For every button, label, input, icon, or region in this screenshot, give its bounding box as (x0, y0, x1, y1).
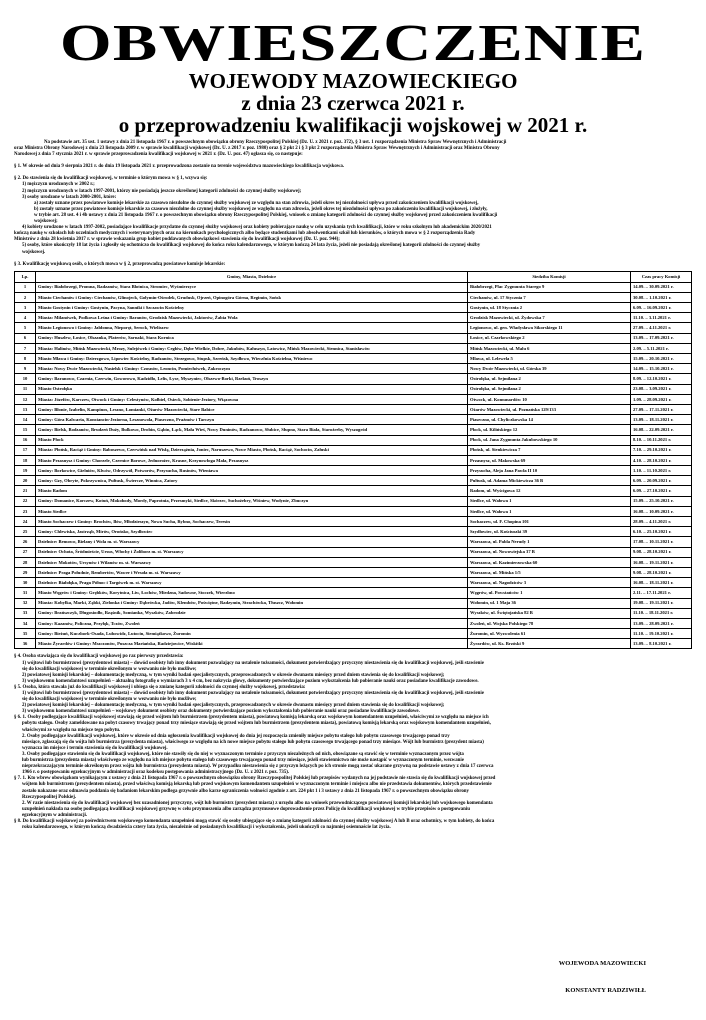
section-2-line: 3) osoby urodzone w latach 2000-2001, które: (22, 194, 117, 200)
section-6-line: miesiące, zgłaszają się do wójta lub burmistrza (prezydenta miasta), właściwego ze względu na ich nowe miejsce pobytu stałego lub pobytu czasowego trwającego ponad trzy miesiące. Wójt lub burmistrz (prezydent miasta) (22, 739, 484, 745)
cell-period: 23.08. – 3.09.2021 r. (631, 384, 692, 394)
cell-seat: Wołomin, ul. 1 Maja 36 (468, 598, 631, 608)
cell-period: 16.08. – 19.11.2021 r. (631, 557, 692, 567)
section-1: § 1. W okresie od dnia 9 sierpnia 2021 r. do dnia 19 listopada 2021 r. przeprowadzona zostanie na terenie województwa mazowieckiego kwalifikacja wojskowa. (14, 164, 344, 170)
cell-communes: Miasta: Nowy Dwór Mazowiecki, Nasielsk i Gminy: Czosnów, Leoncin, Pomiechówek, Zakroczym (36, 364, 468, 374)
cell-lp: 1 (15, 282, 36, 292)
col-header-communes: Gminy, Miasta, Dzielnice (36, 271, 468, 282)
cell-lp: 5 (15, 323, 36, 333)
cell-lp: 17 (15, 445, 36, 455)
col-header-period: Czas pracy Komisji (631, 271, 692, 282)
cell-seat: Zwoleń, ul. Wojska Polskiego 78 (468, 618, 631, 628)
cell-period: 14.09. – 15.10.2021 r. (631, 364, 692, 374)
cell-seat: Piaseczno, ul. Chyliczkowska 14 (468, 415, 631, 425)
cell-communes: Gminy: Gzy, Obryte, Pokrzywnica, Pułtusk, Świercze, Winnica, Zatory (36, 476, 468, 486)
table-row (15, 547, 692, 557)
cell-seat: Radom, ul. Wyścigowa 12 (468, 486, 631, 496)
intro-line: Na podstawie art. 35 ust. 1 ustawy z dnia 21 listopada 1967 r. o powszechnym obowiązku obrony Rzeczypospolitej Polskiej (Dz. U. z 2021 r. poz. 372), § 3 ust. 1 rozporządzenia Ministra Spraw Wewnętrznych i Administracji (44, 140, 507, 145)
section-5-line: 1) wójtowi lub burmistrzowi (prezydentowi miasta) – dowód osobisty lub inny dokument pozwalający na ustalenie tożsamości, dokument potwierdzający przyczyny niestawienia się do kwalifikacji wojskowej, jeśli stawienie (22, 691, 484, 696)
cell-communes: Miasto Sochaczew i Gminy: Brochów, Iłów, Młodzieszyn, Nowa Sucha, Rybno, Sochaczew, Teresin (36, 517, 468, 527)
cell-lp: 19 (15, 466, 36, 476)
cell-period: 2.09. – 5.11.2021 r. (631, 343, 692, 353)
cell-lp: 22 (15, 496, 36, 506)
cell-communes: Gminy: Bielsk, Bodzanów, Brudzeń Duży, Bulkowo, Drobin, Gąbin, Łąck, Mała Wieś, Nowy Duninów, Radzanowo, Słubice, Słupno, Stara Biała, Staroźreby, Wyszogród (36, 425, 468, 435)
cell-lp: 2 (15, 292, 36, 302)
table-row (15, 618, 692, 628)
section-7-line: uzupełnień nakłada na osobę podlegającą kwalifikacji wojskowej grzywnę w celu przymuszenia albo zarządza przymusowe doprowadzenie przez Policję do kwalifikacji wojskowej w trybie przepisów o postępowaniu (22, 806, 470, 812)
section-5-line: 3) wojskowemu komendantowi uzupełnień – wojskowy dokument osobisty oraz dokumenty potwierdzające poziom wykształcenia lub pobieranie nauki oraz posiadane kwalifikacje zawodowe. (22, 709, 420, 715)
cell-lp: 16 (15, 435, 36, 445)
cell-communes: Miasta: Halinów, Mińsk Mazowiecki, Mrozy, Sulejówek i Gminy: Cegłów, Dębe Wielkie, Dobre, Jakubów, Kałuszyn, Latowicz, Mińsk Mazowiecki, Siennica, Stanisławów (36, 343, 468, 353)
cell-lp: 33 (15, 608, 36, 618)
cell-seat: Płock, ul. Jana Zygmunta Jakubowskiego 10 (468, 435, 631, 445)
cell-seat: Łosice, ul. Czarkowskiego 2 (468, 333, 631, 343)
section-4 (14, 654, 692, 684)
section-2-line: § 2. Do stawienia się do kwalifikacji wojskowej, w terminie o którym mowa w § 1, wzywa się: (14, 176, 208, 182)
cell-period: 6.09. – 20.09.2021 r. (631, 476, 692, 486)
cell-lp: 12 (15, 394, 36, 404)
table-row (15, 476, 692, 486)
cell-communes: Gminy: Baranowo, Czarnia, Czerwin, Goworowo, Kadzidło, Lelis, Łyse, Myszyniec, Olszewo-Borki, Rzekuń, Troszyn (36, 374, 468, 384)
section-2-line: 5) osoby, które ukończyły 18 lat życia i zgłosiły się ochotniczo do kwalifikacji wojskowej do końca roku kalendarzowego, w którym kończą 24 lata życia, jeżeli nie posiadają określonej kategorii zdolności do czynnej służby (22, 243, 481, 249)
cell-seat: Warszawa, ul. Nagodziców 3 (468, 578, 631, 588)
cell-communes: Dzielnice: Praga Południe, Rembertów, Wawer i Wesoła m. st. Warszawy (36, 567, 468, 577)
table-row (15, 567, 692, 577)
cell-seat: Warszawa, ul. Nowowiejska 37 B (468, 547, 631, 557)
section-4-line: 3) wojskowemu komendantowi uzupełnień – aktualną fotografię o wymiarach 3 x 4 cm, bez nakrycia głowy, dokumenty potwierdzające poziom wykształcenia lub pobieranie nauki oraz posiadane kwalifikacje zawodowe. (22, 678, 479, 684)
section-3: § 3. Kwalifikację wojskową osób, o których mowa w § 2, przeprowadzą powiatowe komisje lekarskie: (14, 261, 226, 267)
document-subject: o przeprowadzeniu kwalifikacji wojskowej w 2021 r. (118, 113, 588, 137)
document-date: z dnia 23 czerwca 2021 r. (241, 91, 465, 115)
table-row (15, 608, 692, 618)
intro-paragraph (14, 140, 692, 158)
table-row (15, 598, 692, 608)
table-row (15, 578, 692, 588)
cell-period: 13.09. – 17.09.2021 r. (631, 333, 692, 343)
cell-seat: Warszawa, ul. Kazimierzowska 60 (468, 557, 631, 567)
cell-communes: Gminy: Kazanów, Policzna, Przyłęk, Tczów, Zwoleń (36, 618, 468, 628)
section-7-line: zostało nakazane oraz odmawia poddania się badaniom lekarskim podlega grzywnie albo karze ograniczenia wolności zgodnie z art. 224 pkt 1 i 3 ustawy z dnia 21 listopada 1967 r. o powszechnym obowiązku obrony (22, 788, 469, 794)
table-row (15, 435, 692, 445)
signature-name: KONSTANTY RADZIWIŁŁ (565, 987, 646, 994)
cell-period: 6.10. – 25.10.2021 r. (631, 527, 692, 537)
section-2-line: 4) kobiety urodzone w latach 1997-2002, posiadające kwalifikacje przydatne do czynnej służby wojskowej oraz kobiety pobierające naukę w celu uzyskania tych kwalifikacji, które w roku szkolnym lub akademickim 2020/2021 (22, 225, 492, 231)
table-row (15, 445, 692, 455)
cell-communes: Gminy: Błonie, Izabelin, Kampinos, Leszno, Łomianki, Ożarów Mazowiecki, Stare Babice (36, 404, 468, 414)
section-6-line: 1966 r. o postępowaniu egzekucyjnym w administracji oraz kodeksu postępowania administracyjnego (Dz. U. z 2021 r. poz. 735). (22, 770, 290, 776)
intro-line: Narodowej z dnia 7 stycznia 2021 r. w sprawie przeprowadzenia kwalifikacji wojskowej w 2021 r. (Dz. U. poz. 47) ogłasza się, co następuje: (14, 152, 303, 158)
cell-seat: Pułtusk, ul. Adama Mickiewicza 36 B (468, 476, 631, 486)
cell-communes: Dzielnice: Białołęka, Praga Północ i Targówek m. st. Warszawy (36, 578, 468, 588)
table-row (15, 313, 692, 323)
cell-lp: 4 (15, 313, 36, 323)
cell-period: 9.08. – 28.10.2021 r. (631, 567, 692, 577)
cell-period: 7.10. – 29.10.2021 r. (631, 445, 692, 455)
cell-lp: 32 (15, 598, 36, 608)
cell-communes: Miasta: Kobyłka, Marki, Ząbki, Zielonka i Gminy: Dąbrówka, Jadów, Klembów, Poświętne, Radzymin, Strachówka, Tłuszcz, Wołomin (36, 598, 468, 608)
cell-period: 1.09. – 28.09.2021 r. (631, 394, 692, 404)
table-row (15, 557, 692, 567)
table-row (15, 364, 692, 374)
cell-seat: Białobrzegi, Plac Zygmunta Starego 9 (468, 282, 631, 292)
table-row (15, 323, 692, 333)
table-row (15, 404, 692, 414)
section-5-line: 2) powiatowej komisji lekarskiej – dokumentację medyczną, w tym wyniki badań specjalistycznych, przeprowadzonych w okresie dwunastu miesięcy przed dniem stawienia się do kwalifikacji wojskowej; (22, 703, 445, 709)
cell-communes: Gminy: Góra Kalwaria, Konstancin-Jeziorna, Lesznowola, Piaseczno, Prażmów i Tarczyn (36, 415, 468, 425)
section-7-line: § 7. 1. Kto wbrew obowiązkom wynikającym z ustawy z dnia 21 listopada 1967 r. o powszechnym obowiązku obrony Rzeczypospolitej Polskiej lub przepisów wydanych na jej podstawie nie stawia się do kwalifikacji wojskowej przed (14, 776, 496, 782)
cell-lp: 36 (15, 639, 36, 649)
table-row (15, 639, 692, 649)
cell-period: 11.10. – 18.11.2021 r. (631, 608, 692, 618)
table-row (15, 506, 692, 516)
signature-title: WOJEWODA MAZOWIECKI (558, 960, 646, 967)
cell-period: 19.08. – 19.11.2021 r. (631, 598, 692, 608)
section-6-line: lub burmistrza (prezydenta miasta) właściwego ze względu na ich miejsce pobytu stałego lub czasowego trwającego ponad trzy miesiące, jeżeli stawiennictwo nie może nastąpić w wyznaczonym terminie, wezwanie (22, 758, 464, 764)
table-row (15, 629, 692, 639)
cell-period: 11.10. – 3.11.2021 r. (631, 313, 692, 323)
cell-communes: Miasto Gostynin i Gminy: Gostynin, Pacyna, Sanniki i Szczawin Kościelny (36, 303, 468, 313)
table-row (15, 537, 692, 547)
cell-communes: Gminy: Borkowice, Gielniów, Klwów, Odrzywół, Potworów, Przysucha, Rusinów, Wieniawa (36, 466, 468, 476)
cell-lp: 11 (15, 384, 36, 394)
cell-communes: Gminy: Brańszczyk, Długosiodło, Rząśnik, Somianka, Wyszków, Zabrodzie (36, 608, 468, 618)
section-2-line: 1) mężczyzn urodzonych w 2002 r.; (22, 182, 95, 188)
table-row (15, 425, 692, 435)
section-7-line: 2. W razie niestawienia się do kwalifikacji wojskowej bez uzasadnionej przyczyny, wójt lub burmistrz (prezydent miasta) z urzędu albo na wniosek przewodniczącego powiatowej komisji lekarskiej lub wojskowego komendanta (22, 800, 493, 806)
table-row (15, 486, 692, 496)
cell-period: 28.09. – 4.11.2021 r. (631, 517, 692, 527)
cell-lp: 30 (15, 578, 36, 588)
cell-lp: 35 (15, 629, 36, 639)
section-4-line: § 4. Osoba stawiająca się do kwalifikacji wojskowej po raz pierwszy przedstawia: (14, 654, 184, 660)
cell-communes: Gminy: Huszlew, Łosice, Olszanka, Platerów, Sarnaki, Stara Kornica (36, 333, 468, 343)
cell-lp: 13 (15, 404, 36, 414)
table-row (15, 394, 692, 404)
section-2-line: b) zostały uznane przez powiatowe komisje lekarskie za czasowo niezdolne do czynnej służby wojskowej ze względu na stan zdrowia, jeżeli okres tej niezdolności upływa po zakończeniu kwalifikacji wojskowej, i złożyły, (34, 206, 488, 212)
section-2-line: wojskowej; (34, 219, 58, 225)
table-row (15, 374, 692, 384)
cell-seat: Siedlce, ul. Wałowa 1 (468, 496, 631, 506)
cell-lp: 28 (15, 557, 36, 567)
cell-lp: 8 (15, 354, 36, 364)
section-8 (14, 819, 692, 831)
table-row (15, 292, 692, 302)
cell-period: 6.09. – 16.09.2021 r. (631, 303, 692, 313)
cell-period: 14.09. – 30.09.2021 r. (631, 282, 692, 292)
section-2-line: wojskowej. (22, 249, 46, 255)
cell-communes: Miasto Mława i Gminy: Dzierzgowo, Lipowiec Kościelny, Radzanów, Strzegowo, Stupsk, Szreńsk, Szydłowo, Wieczfnia Kościelna, Wiśniewo (36, 354, 468, 364)
cell-period: 30.08. – 1.10.2021 r. (631, 292, 692, 302)
cell-period: 15.09. – 25.10.2021 r. (631, 496, 692, 506)
cell-communes: Miasto Przasnysz i Gminy: Chorzele, Czernice Borowe, Jednorożec, Krasne, Krzynowłoga Mała, Przasnysz (36, 455, 468, 465)
cell-communes: Miasto Ostrołęka (36, 384, 468, 394)
section-6-line: nieprzekraczającym terminie określonym przez wójta lub burmistrza (prezydenta miasta). W przypadku niestawienia się z przyczyn leżących po ich stronie mogą zostać ukarane grzywną na podstawie ustawy z dnia 17 czerwca (22, 764, 494, 770)
cell-seat: Mława, ul. Lelewela 5 (468, 354, 631, 364)
cell-lp: 14 (15, 415, 36, 425)
cell-period: 6.09. – 27.10.2021 r. (631, 486, 692, 496)
cell-seat: Płońsk, ul. Sienkiewicza 7 (468, 445, 631, 455)
cell-communes: Miasta: Milanówek, Podkowa Leśna i Gminy: Baranów, Grodzisk Mazowiecki, Jaktorów, Żabia Wola (36, 313, 468, 323)
cell-lp: 3 (15, 303, 36, 313)
cell-communes: Miasto Legionowo i Gminy: Jabłonna, Nieporęt, Serock, Wieliszew (36, 323, 468, 333)
section-2-line: a) zostały uznane przez powiatowe komisje lekarskie za czasowo niezdolne do czynnej służby wojskowej ze względu na stan zdrowia, jeżeli okres tej niezdolności upływa przed zakończeniem kwalifikacji wojskowej, (34, 200, 479, 206)
section-4-line: się do kwalifikacji wojskowej w terminie określonym w wezwaniu nie było możliwe; (22, 666, 197, 672)
cell-lp: 29 (15, 567, 36, 577)
cell-seat: Warszawa, ul. Pabla Nerudy 1 (468, 537, 631, 547)
cell-seat: Legionowo, ul. gen. Władysława Sikorskiego 11 (468, 323, 631, 333)
cell-period: 27.09. – 4.11.2021 r. (631, 323, 692, 333)
section-6-line: wyznacza im miejsce i termin stawienia się do kwalifikacji wojskowej. (22, 745, 168, 751)
table-row (15, 333, 692, 343)
intro-line: oraz Ministra Obrony Narodowej z dnia 23 listopada 2009 r. w sprawie kwalifikacji wojskowej (Dz. U. z 2017 r. poz. 1980) oraz § 2 pkt 2 i § 3 pkt 2 rozporządzenia Ministra Spraw Wewnętrznych i Administracji oraz Ministra Obrony (14, 146, 500, 152)
cell-seat: Sochaczew, ul. F. Chopina 101 (468, 517, 631, 527)
cell-communes: Miasto Ciechanów i Gminy: Ciechanów, Glinojeck, Gołymin-Ośrodek, Grudusk, Ojrzeń, Opinogóra Górna, Regimin, Sońsk (36, 292, 468, 302)
cell-communes: Miasto Żyrardów i Gminy: Mszczonów, Puszcza Mariańska, Radziejowice, Wiskitki (36, 639, 468, 649)
cell-communes: Gminy: Bieżuń, Kuczbork-Osada, Lubowidz, Lutocin, Siemiątkowo, Żuromin (36, 629, 468, 639)
cell-period: 27.09. – 17.11.2021 r. (631, 404, 692, 414)
table-row (15, 343, 692, 353)
section-5-line: § 5. Osoba, która stawała już do kwalifikacji wojskowej i ubiega się o zmianę kategorii zdolności do czynnej służby wojskowej, przedstawia: (14, 684, 306, 690)
cell-seat: Ciechanów, ul. 17 Stycznia 7 (468, 292, 631, 302)
cell-period: 1.10. – 11.10.2021 r. (631, 466, 692, 476)
cell-period: 15.09. – 20.10.2021 r. (631, 354, 692, 364)
cell-seat: Węgrów, ul. Powstańców 1 (468, 588, 631, 598)
section-7-line: egzekucyjnym w administracji. (22, 812, 88, 818)
table-row (15, 466, 692, 476)
cell-period: 17.08. – 10.11.2021 r. (631, 537, 692, 547)
cell-lp: 9 (15, 364, 36, 374)
table-header-row (15, 271, 692, 282)
cell-seat: Płock, ul. Kilińskiego 12 (468, 425, 631, 435)
cell-period: 16.08. – 18.11.2021 r. (631, 578, 692, 588)
cell-period: 13.09. – 28.09.2021 r. (631, 618, 692, 628)
cell-period: 16.08. – 22.09.2021 r. (631, 425, 692, 435)
cell-period: 8.09. – 12.10.2021 r. (631, 374, 692, 384)
cell-communes: Gminy: Białobrzegi, Promna, Radzanów, Stara Błotnica, Stromiec, Wyśmierzyce (36, 282, 468, 292)
cell-seat: Przysucha, Aleja Jana Pawła II 10 (468, 466, 631, 476)
table-row (15, 354, 692, 364)
cell-communes: Miasta: Józefów, Karczew, Otwock i Gminy: Celestynów, Kołbiel, Osieck, Sobienie-Jeziory, Wiązowna (36, 394, 468, 404)
cell-period: 2.11. – 17.11.2021 r. (631, 588, 692, 598)
cell-seat: Wyszków, ul. Świętojańska 82 B (468, 608, 631, 618)
cell-period: 11.10. – 19.10.2021 r. (631, 629, 692, 639)
cell-lp: 24 (15, 517, 36, 527)
cell-lp: 10 (15, 374, 36, 384)
cell-communes: Gminy: Domanice, Korczew, Kotuń, Mokobody, Mordy, Paprotnia, Przesmyki, Siedlce, Skórzec, Suchożebry, Wiśniew, Wodynie, Zbuczyn (36, 496, 468, 506)
section-2 (14, 176, 692, 255)
cell-lp: 7 (15, 343, 36, 353)
section-5-line: się do kwalifikacji wojskowej w terminie określonym w wezwaniu nie było możliwe; (22, 697, 197, 703)
announcement-page (0, 15, 706, 1020)
cell-communes: Miasto Płock (36, 435, 468, 445)
cell-seat: Siedlce, ul. Wałowa 1 (468, 506, 631, 516)
table-row (15, 455, 692, 465)
cell-lp: 18 (15, 455, 36, 465)
col-header-seat: Siedziba Komisji (468, 271, 631, 282)
section-7-line: Rzeczypospolitej Polskiej. (22, 794, 77, 800)
cell-seat: Otwock, ul. Komunardów 10 (468, 394, 631, 404)
table-row (15, 384, 692, 394)
cell-seat: Żyrardów, ul. Ks. Brzóski 9 (468, 639, 631, 649)
cell-lp: 6 (15, 333, 36, 343)
table-row (15, 517, 692, 527)
section-7 (14, 776, 692, 819)
section-6 (14, 715, 692, 776)
section-2-line: Ministrów z dnia 28 kwietnia 2017 r. w sprawie wskazania grup kobiet poddawanych obowiązkowi stawienia się do kwalifikacji wojskowej (Dz. U. poz. 944); (14, 237, 340, 243)
cell-seat: Przasnysz, ul. Makowska 69 (468, 455, 631, 465)
section-6-line: właściwymi ze względu na miejsce tego pobytu. (22, 727, 121, 733)
cell-period: 13.09. – 8.10.2021 r. (631, 639, 692, 649)
cell-period: 9.08. – 28.10.2021 r. (631, 547, 692, 557)
cell-lp: 23 (15, 506, 36, 516)
section-8-line: § 8. Do kwalifikacji wojskowej za pośrednictwem wojskowego komendanta uzupełnień mogą stawić się osoby ubiegające się o zmianę kategorii zdolności do czynnej służby wojskowej A lub B oraz ochotnicy, w tym kobiety, do końca (14, 818, 495, 824)
col-header-lp: Lp. (15, 271, 36, 282)
cell-period: 16.08. – 10.09.2021 r. (631, 506, 692, 516)
cell-period: 4.10. – 28.10.2021 r. (631, 455, 692, 465)
cell-communes: Miasto Siedlce (36, 506, 468, 516)
cell-lp: 26 (15, 537, 36, 547)
cell-communes: Gminy: Chlewiska, Jastrząb, Mirów, Orońsko, Szydłowiec (36, 527, 468, 537)
section-5 (14, 685, 692, 715)
section-6-line: 3. Osoby podlegające stawieniu się do kwalifikacji wojskowej, które nie stawiły się do niej w wyznaczonym terminie z przyczyn niezależnych od nich, obowiązane są stawić się w terminie wyznaczonym przez wójta (22, 751, 464, 757)
section-6-line: pobytu stałego. Osoby zameldowane na pobyt czasowy trwający ponad trzy miesiące stawiają się przed wójtem lub burmistrzem (prezydentem miasta), powiatową komisją lekarską oraz wojskowym komendantem uzupełnień, (22, 721, 491, 727)
cell-period: 13.09. – 18.11.2021 r. (631, 415, 692, 425)
document-subtitle: WOJEWODY MAZOWIECKIEGO (188, 69, 518, 93)
cell-communes: Dzielnice: Ochota, Śródmieście, Ursus, Włochy i Żoliborz m. st. Warszawy (36, 547, 468, 557)
cell-seat: Ostrołęka, ul. Sejmilana 2 (468, 384, 631, 394)
cell-seat: Warszawa, ul. Mińska 1/5 (468, 567, 631, 577)
cell-lp: 20 (15, 476, 36, 486)
cell-seat: Gostynin, ul. 18 Stycznia 2 (468, 303, 631, 313)
cell-seat: Mińsk Mazowiecki, ul. Malu 6 (468, 343, 631, 353)
cell-lp: 21 (15, 486, 36, 496)
section-7-line: wójtem lub burmistrzem (prezydentem miasta), przed właściwą komisją lekarską lub przed wojskowym komendantem uzupełnień w wyznaczonym terminie i miejscu albo nie przedstawia dokumentów, których przedstawienie (22, 782, 492, 788)
cell-seat: Szydłowiec, ul. Kościuszki 39 (468, 527, 631, 537)
cell-lp: 31 (15, 588, 36, 598)
section-6-line: 2. Osoby podlegające kwalifikacji wojskowej, które w okresie od dnia ogłoszenia kwalifikacji wojskowej do dnia jej rozpoczęcia zmieniły miejsce pobytu stałego lub pobytu czasowego trwającego ponad trzy (22, 733, 450, 739)
cell-seat: Żuromin, ul. Wyzwolenia 61 (468, 629, 631, 639)
cell-communes: Miasto Węgrów i Gminy: Grębków, Korytnica, Liw, Łochów, Miedzna, Sadowne, Stoczek, Wierzbno (36, 588, 468, 598)
section-2-line: w trybie art. 28 ust. 4 i 4b ustawy z dnia 21 listopada 1967 r. o powszechnym obowiązku obrony Rzeczypospolitej Polskiej, wniosek o zmianę kategorii zdolności do czynnej służby wojskowej przed zakończeniem kwalifikacji (34, 212, 498, 218)
table-row (15, 415, 692, 425)
cell-communes: Miasta: Płońsk, Raciąż i Gminy: Baboszewo, Czerwińsk nad Wisłą, Dzierzążnia, Joniec, Naruszewo, Nowe Miasto, Płońsk, Raciąż, Sochocin, Załuski (36, 445, 468, 455)
section-6-line: § 6. 1. Osoby podlegające kwalifikacji wojskowej stawiają się przed wójtem lub burmistrzem (prezydentem miasta), powiatową komisją lekarską oraz wojskowym komendantem uzupełnień, właściwymi ze względu na miejsce ich (14, 715, 489, 721)
section-8-line: roku kalendarzowego, w którym kończą dwadzieścia cztery lata życia, niezależnie od posiadanych kwalifikacji i wykształcenia, jeżeli ukończyli co najmniej osiemnaście lat życia. (22, 825, 391, 831)
section-4-line: 2) powiatowej komisji lekarskiej – dokumentację medyczną, w tym wyniki badań specjalistycznych, przeprowadzonych w okresie dwunastu miesięcy przed dniem stawienia się do kwalifikacji wojskowej; (22, 672, 445, 678)
table-row (15, 282, 692, 292)
cell-lp: 15 (15, 425, 36, 435)
cell-seat: Ożarów Mazowiecki, ul. Poznańska 129/133 (468, 404, 631, 414)
cell-communes: Dzielnice: Mokotów, Ursynów i Wilanów m. st. Warszawy (36, 557, 468, 567)
table-row (15, 303, 692, 313)
cell-seat: Grodzisk Mazowiecki, ul. Żydowska 7 (468, 313, 631, 323)
cell-lp: 34 (15, 618, 36, 628)
table-row (15, 588, 692, 598)
cell-seat: Ostrołęka, ul. Sejmilana 2 (468, 374, 631, 384)
cell-period: 8.10. – 10.11.2021 r. (631, 435, 692, 445)
cell-communes: Dzielnice: Bemowo, Bielany i Wola m. st. Warszawy (36, 537, 468, 547)
cell-lp: 27 (15, 547, 36, 557)
section-2-line: 2) mężczyzn urodzonych w latach 1997-2001, którzy nie posiadają jeszcze określonej kategorii zdolności do czynnej służby wojskowej; (22, 188, 302, 194)
cell-communes: Miasto Radom (36, 486, 468, 496)
cell-seat: Nowy Dwór Mazowiecki, ul. Górska 39 (468, 364, 631, 374)
cell-lp: 25 (15, 527, 36, 537)
table-body (15, 282, 692, 649)
document-title: OBWIESZCZENIE (59, 15, 647, 72)
commissions-table (14, 271, 692, 650)
table-row (15, 496, 692, 506)
section-2-line: kończą naukę w szkołach lub uczelniach medycznych i weterynaryjnych oraz na kierunkach psychologicznych albo będące studentkami lub absolwentkami szkół lub kierunków, o których mowa w § 2 rozporządzenia Rady (14, 231, 476, 237)
table-row (15, 527, 692, 537)
section-4-line: 1) wójtowi lub burmistrzowi (prezydentowi miasta) – dowód osobisty lub inny dokument pozwalający na ustalenie tożsamości, dokument potwierdzający przyczyny niestawienia się do kwalifikacji wojskowej, jeśli stawienie (22, 660, 484, 666)
